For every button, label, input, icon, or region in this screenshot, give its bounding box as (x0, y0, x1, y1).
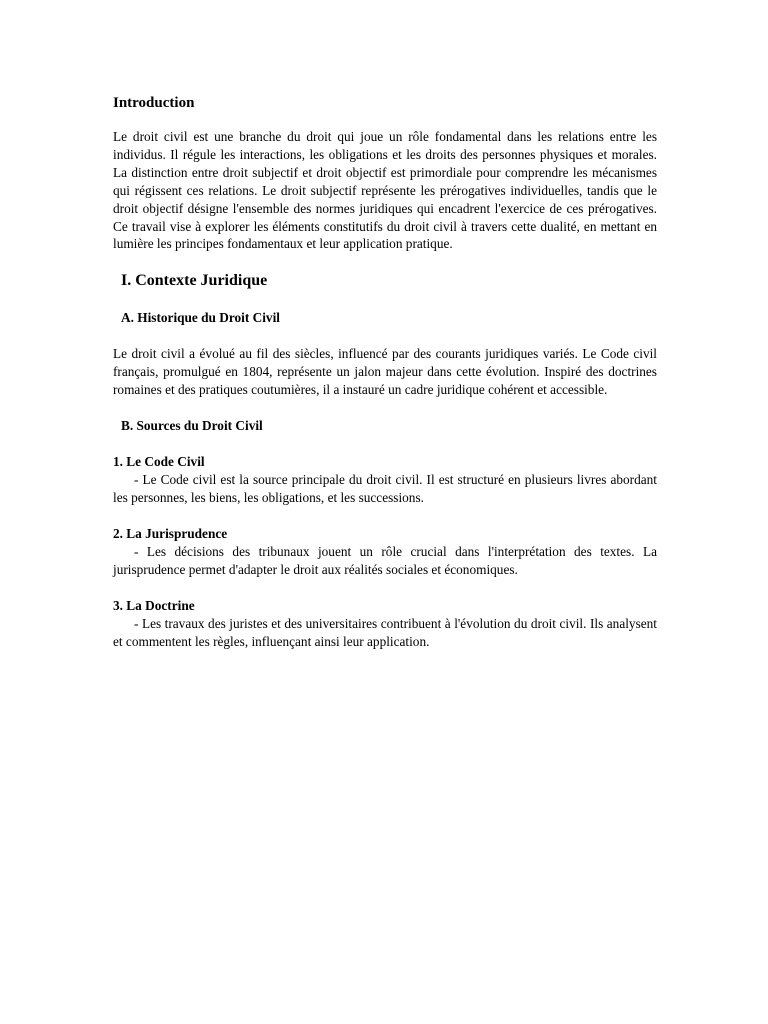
source-text-code-civil: - Le Code civil est la source principale du droit civil. Il est structuré en plusieurs livres abordant les personnes, les biens, les obligations, et les successions. (113, 472, 657, 505)
source-text-jurisprudence: - Les décisions des tribunaux jouent un rôle crucial dans l'interprétation des textes. La jurisprudence permet d'adapter le droit aux réalités sociales et économiques. (113, 543, 657, 577)
subsection-heading-historique: A. Historique du Droit Civil (121, 310, 280, 326)
section-heading-contexte-juridique: I. Contexte Juridique (121, 272, 268, 290)
historique-paragraph: Le droit civil a évolué au fil des siècles, influencé par des courants juridiques variés. Le Code civil français, promulgué en 1804, représente un jalon majeur dans cette évolution. Inspiré des doctrines romaines et des pratiques coutumières, il a instauré un cadre juridique cohérent et accessible. (113, 346, 657, 398)
source-heading-jurisprudence: 2. La Jurisprudence (113, 525, 228, 541)
document-page (113, 93, 657, 651)
source-heading-code-civil: 1. Le Code Civil (113, 454, 205, 470)
subsection-heading-sources: B. Sources du Droit Civil (121, 418, 263, 434)
intro-paragraph: Le droit civil est une branche du droit qui joue un rôle fondamental dans les relations entre les individus. Il régule les interactions, les obligations et les droits des personnes physiques et morales. La distinction entre droit subjectif et droit objectif est primordiale pour comprendre les mécanismes qui régissent ces relations. Le droit subjectif représente les prérogatives individuelles, tandis que le droit objectif désigne l'ensemble des normes juridiques qui encadrent l'exercice de ces prérogatives. Ce travail vise à explorer les éléments constitutifs du droit civil à travers cette dualité, en mettant en lumière les principes fondamentaux et leur application pratique. (113, 129, 657, 252)
source-heading-doctrine: 3. La Doctrine (113, 597, 195, 613)
intro-heading: Introduction (113, 95, 195, 111)
source-text-doctrine: - Les travaux des juristes et des universitaires contribuent à l'évolution du droit civil. Ils analysent et commentent les règles, influençant ainsi leur application. (113, 615, 657, 649)
